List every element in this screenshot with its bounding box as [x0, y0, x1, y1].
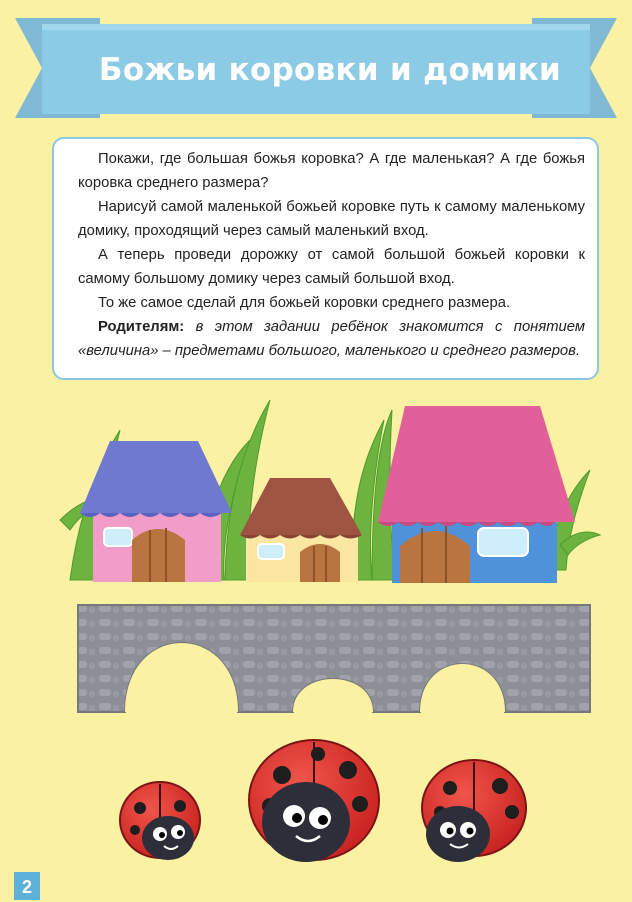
- medium-house: [240, 478, 362, 582]
- large-ladybug: [249, 740, 379, 862]
- instruction-paragraph-1: Покажи, где большая божья коровка? А где маленькая? А где божья коровка среднего размера?: [78, 151, 585, 191]
- medium-ladybug: [422, 760, 526, 862]
- page-number: 2: [14, 872, 40, 900]
- small-ladybug: [120, 782, 200, 860]
- page-title: Божьи коровки и домики: [98, 52, 562, 88]
- small-house: [80, 441, 232, 582]
- instruction-paragraph-4: То же самое сделай для божьей коровки среднего размера.: [98, 295, 511, 311]
- instruction-paragraph-3: А теперь проведи дорожку от самой большой божьей коровки к самому большому домику через самый большой вход.: [78, 247, 585, 287]
- parents-label: Родителям:: [98, 319, 185, 335]
- parents-text: в этом задании ребёнок знакомится с понятием «величина» – предметами большого, маленького и среднего размеров.: [78, 319, 585, 359]
- instruction-paragraph-2: Нарисуй самой маленькой божьей коровке путь к самому маленькому домику, проходящий через самый маленький вход.: [78, 199, 585, 239]
- large-house: [378, 406, 575, 583]
